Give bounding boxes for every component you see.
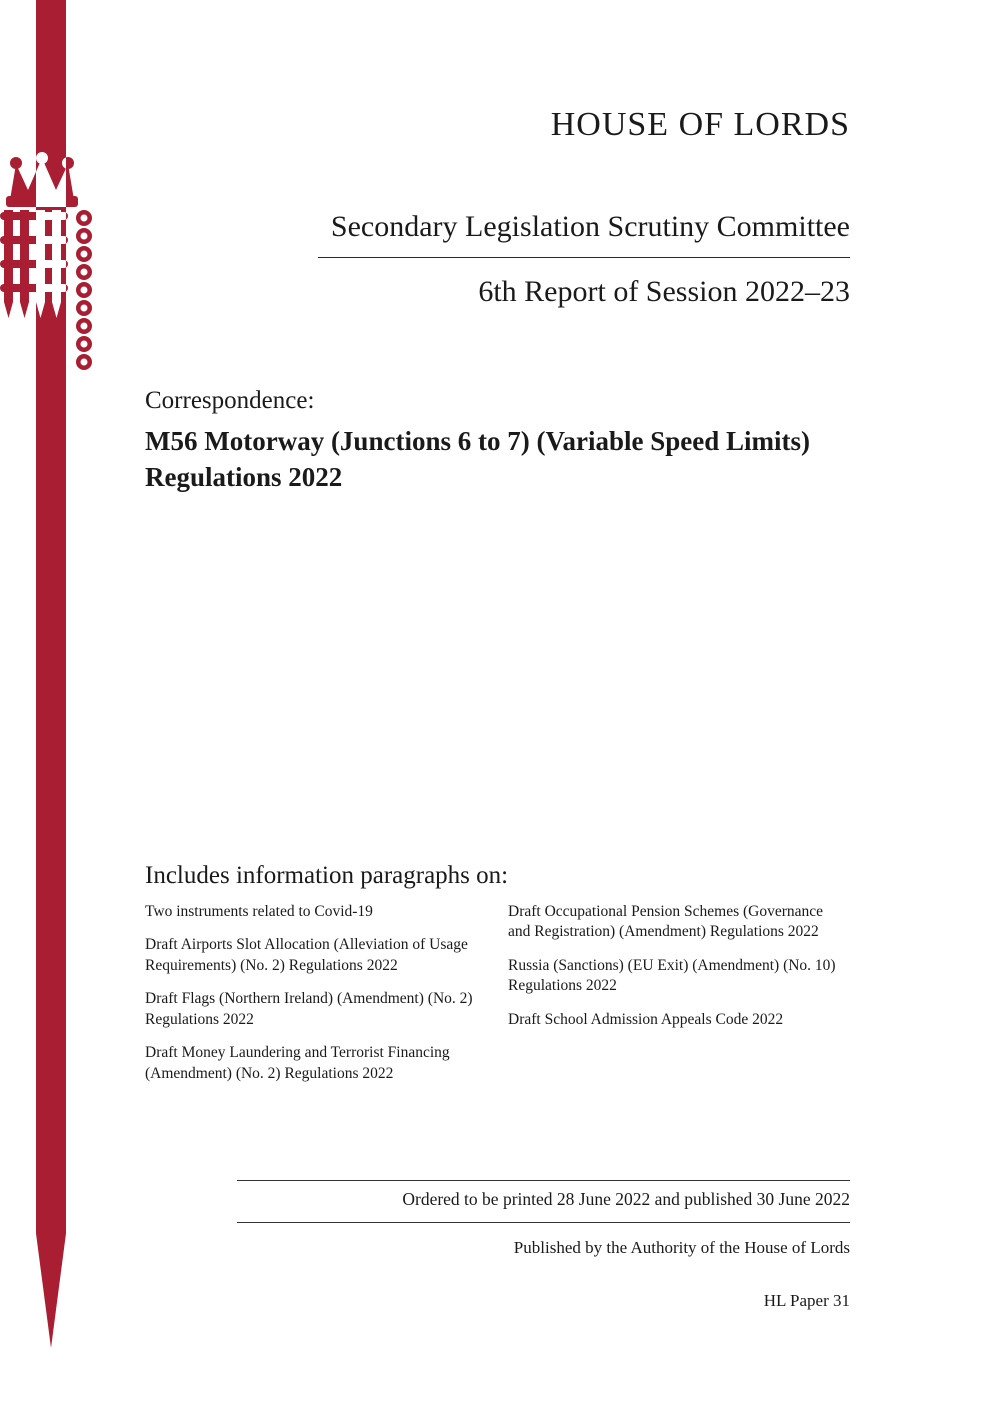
house-of-lords-title: HOUSE OF LORDS bbox=[550, 106, 850, 143]
list-item: Draft School Admission Appeals Code 2022 bbox=[508, 1010, 784, 1028]
includes-heading: Includes information paragraphs on: bbox=[145, 862, 509, 889]
list-item: Draft Money Laundering and Terrorist Financing (Amendment) (No. 2) Regulations 2022 bbox=[145, 1044, 450, 1082]
report-session-title: 6th Report of Session 2022–23 bbox=[478, 275, 850, 308]
footer-divider-top bbox=[237, 1180, 850, 1181]
list-item: Two instruments related to Covid-19 bbox=[145, 903, 373, 920]
instrument-title: M56 Motorway (Junctions 6 to 7) (Variable Speed Limits) Regulations 2022 bbox=[145, 426, 810, 492]
hl-paper-number: HL Paper 31 bbox=[763, 1291, 850, 1310]
published-authority-line: Published by the Authority of the House of Lords bbox=[513, 1238, 850, 1257]
committee-name: Secondary Legislation Scrutiny Committee bbox=[330, 210, 850, 243]
list-item: Russia (Sanctions) (EU Exit) (Amendment) (No. 10) Regulations 2022 bbox=[508, 956, 836, 995]
list-item: Draft Flags (Northern Ireland) (Amendment) (No. 2) Regulations 2022 bbox=[145, 990, 473, 1028]
list-item: Draft Airports Slot Allocation (Alleviation of Usage Requirements) (No. 2) Regulations 2022 bbox=[145, 936, 468, 974]
portcullis-logo-icon bbox=[0, 152, 98, 374]
ordered-printed-line: Ordered to be printed 28 June 2022 and published 30 June 2022 bbox=[402, 1189, 850, 1209]
masthead-divider bbox=[318, 257, 850, 258]
correspondence-label: Correspondence: bbox=[145, 387, 315, 414]
includes-list-left bbox=[145, 902, 480, 1097]
includes-list-right bbox=[508, 902, 848, 1043]
list-item: Draft Occupational Pension Schemes (Governance and Registration) (Amendment) Regulations 2022 bbox=[508, 903, 824, 941]
footer-divider-bottom bbox=[237, 1222, 850, 1223]
